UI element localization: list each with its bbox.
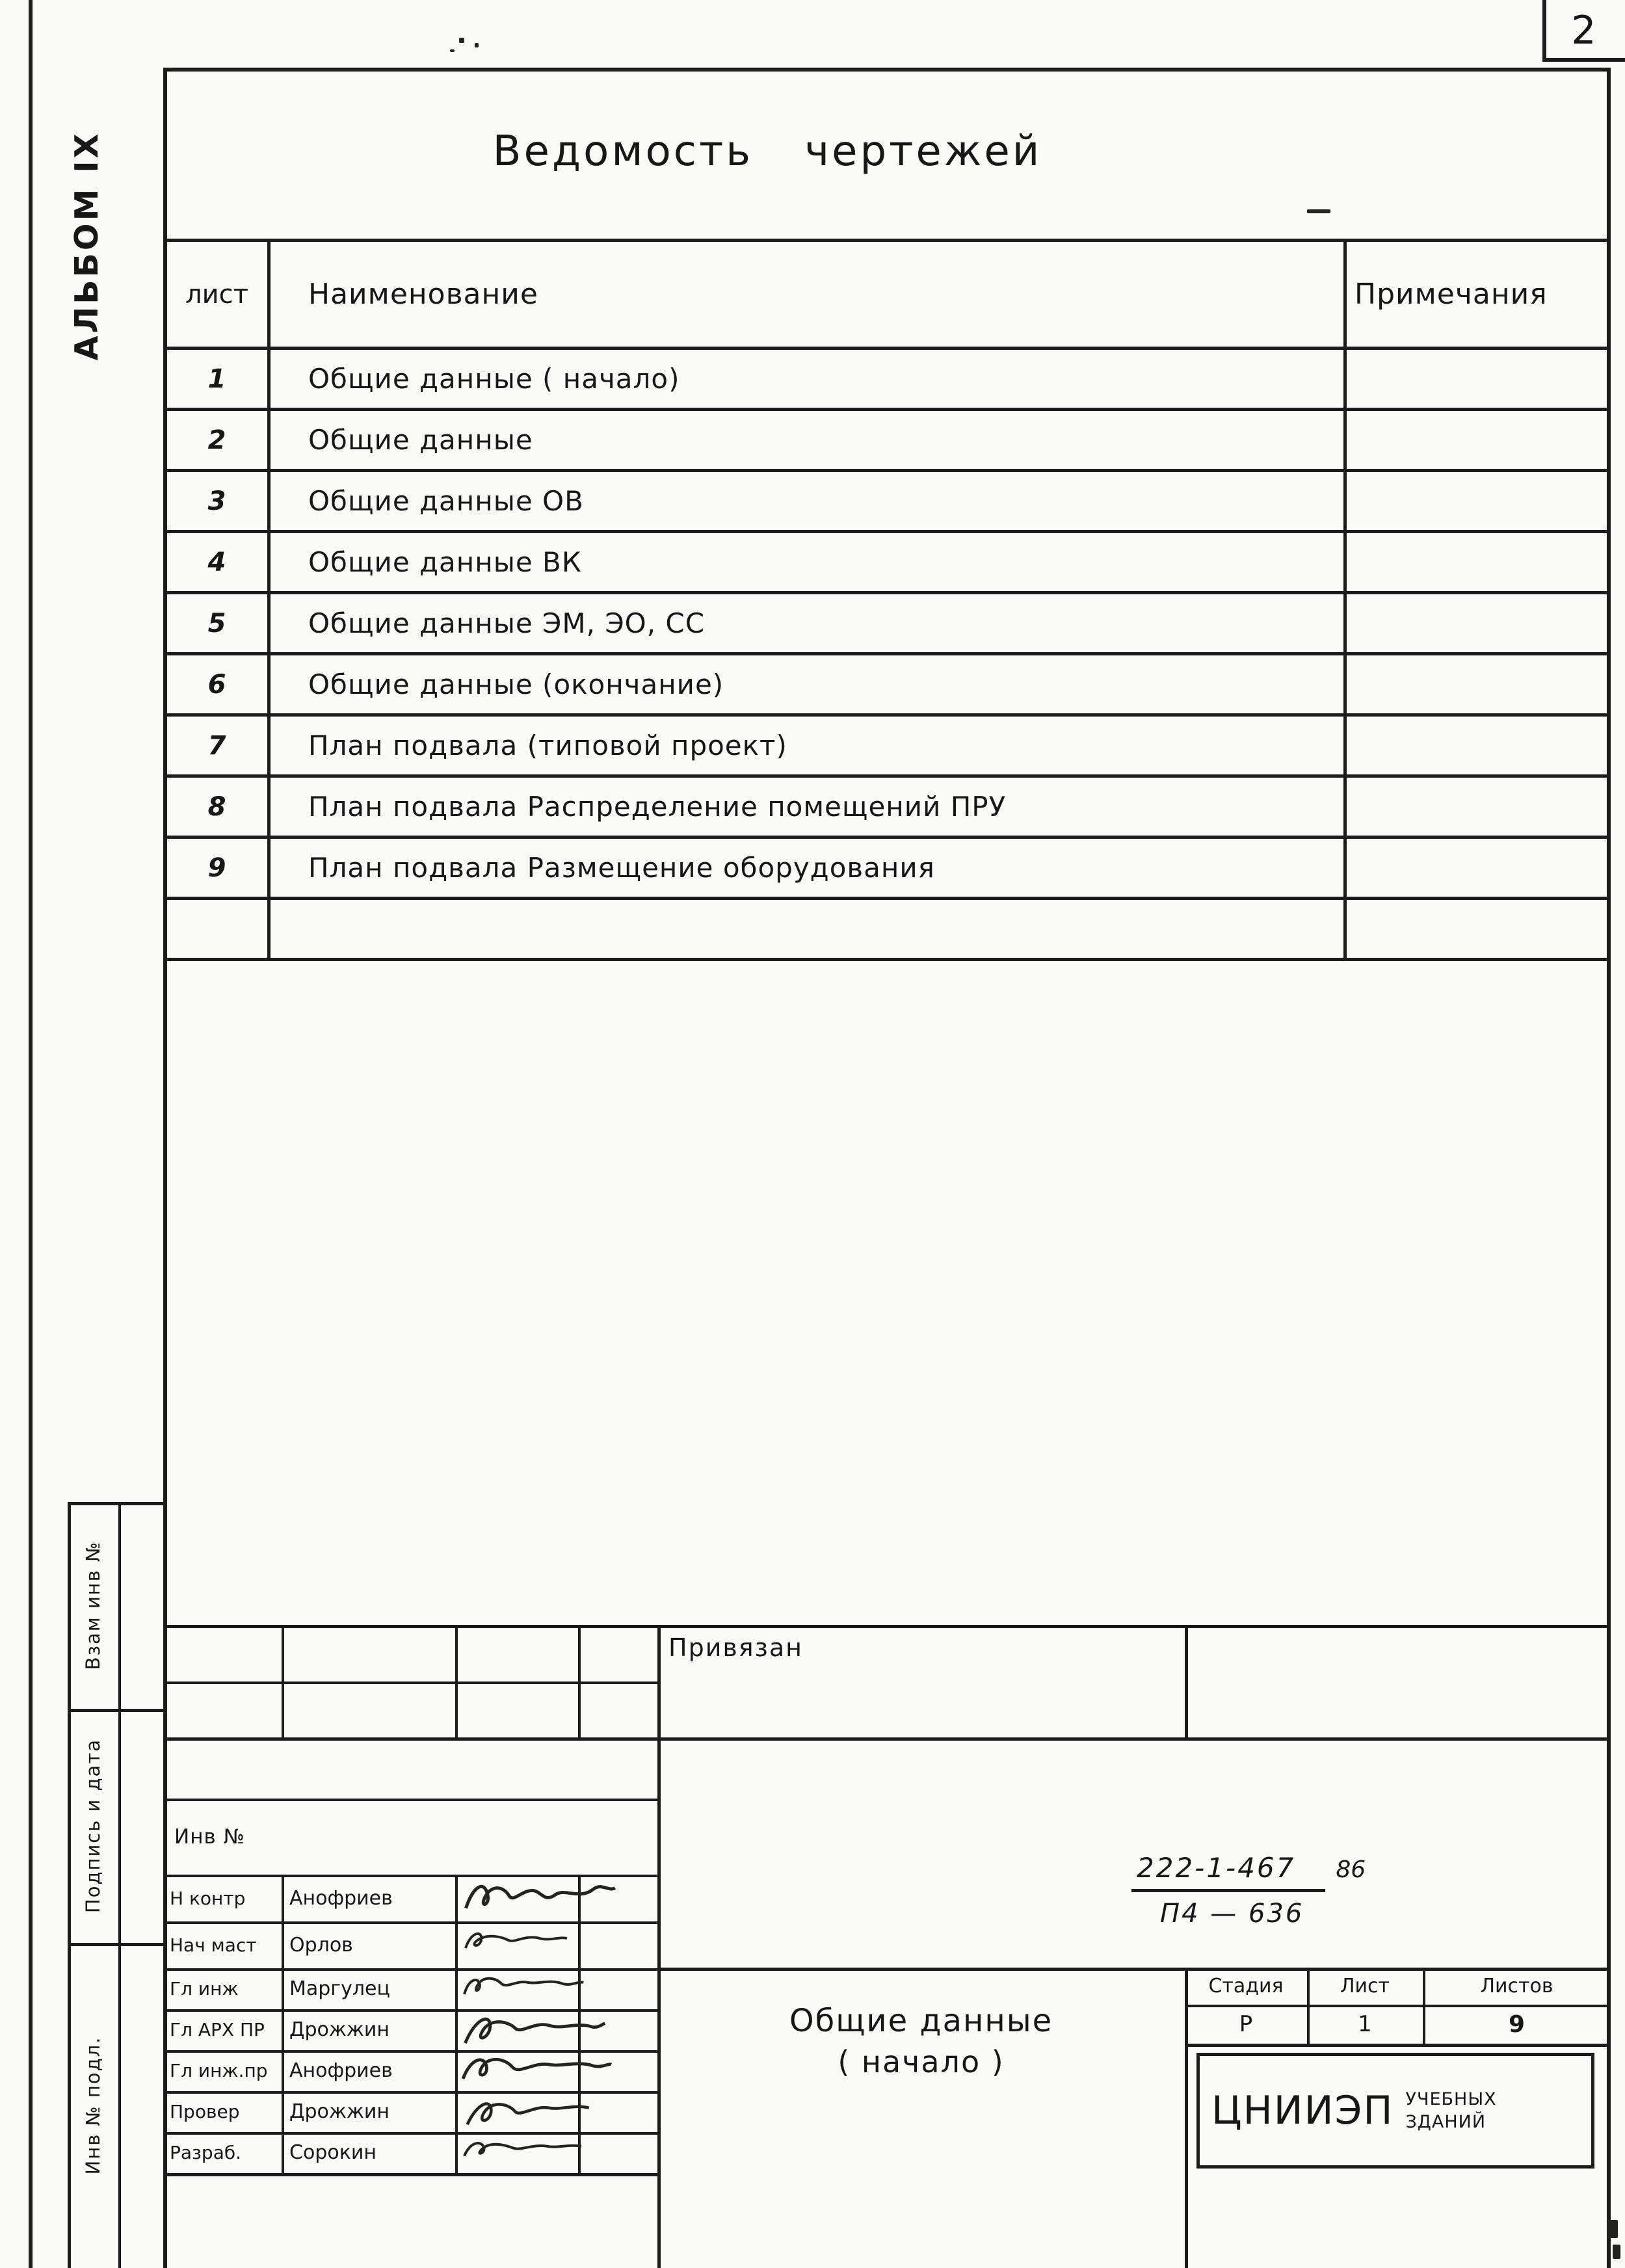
table-row (165, 776, 1609, 837)
album-label-text: АЛЬБОМ IX (68, 131, 105, 361)
signature-name: Орлов (289, 1933, 353, 1957)
privyazan-label: Привязан (668, 1633, 803, 1662)
sheets-value: 9 (1508, 2011, 1526, 2038)
doc-number-numerator: 222-1-467 (1131, 1852, 1325, 1892)
signature-scribble-icon (458, 2009, 607, 2052)
stage-header-row (1185, 1968, 1611, 2005)
signature-scribble-icon (458, 2132, 588, 2171)
stamp-line (578, 1625, 581, 1737)
sheet-number-cell: 5 (165, 593, 269, 654)
sheet-number-cell: 2 (165, 410, 269, 471)
vzam-label-text: Взам инв № (82, 1540, 104, 1670)
signature-name: Дрожжин (289, 2018, 390, 2041)
table-row (165, 532, 1609, 593)
side-stamp-label-inv-podl (70, 1962, 116, 2248)
drawing-name-cell: Общие данные ОВ (269, 471, 1345, 532)
signature-role: Нач маст (170, 1934, 257, 1956)
signature-name: Сорокин (289, 2141, 377, 2164)
scan-edge-line (29, 0, 33, 2268)
stamp-sheet-title-line1: Общие данные (789, 2003, 1053, 2039)
sheet-number-cell: 8 (165, 776, 269, 837)
frame-top-line (163, 68, 1611, 72)
sheet-number-cell: 4 (165, 532, 269, 593)
sheet-list-title: Ведомость чертежей (492, 127, 1042, 176)
drawing-name-cell: План подвала Размещение оборудования (269, 837, 1345, 899)
notes-cell (1345, 410, 1609, 471)
drawing-name-cell: План подвала (типовой проект) (269, 715, 1345, 776)
drawing-name-cell: Общие данные (269, 410, 1345, 471)
page-number: 2 (1571, 8, 1596, 53)
signature-row (163, 2009, 657, 2050)
signature-row (163, 1921, 657, 1968)
sheet-number-cell: 9 (165, 837, 269, 899)
notes-cell (1345, 715, 1609, 776)
signature-role: Н контр (170, 1887, 246, 1909)
org-box (1196, 2053, 1594, 2169)
sheet-number-cell: 1 (165, 349, 269, 410)
inv-podl-label-text: Инв № подл. (82, 2036, 104, 2175)
signature-role: Гл инж.пр (170, 2060, 268, 2081)
stage-value: Р (1239, 2011, 1253, 2037)
stamp-line (163, 1625, 1611, 1628)
table-row (165, 837, 1609, 899)
sheet-number-cell: 3 (165, 471, 269, 532)
drawing-name-cell: Общие данные (окончание) (269, 654, 1345, 715)
signature-row (163, 2132, 657, 2173)
sheet-number-cell: 6 (165, 654, 269, 715)
col-header-notes: Примечания (1345, 241, 1609, 349)
scan-artifact (475, 43, 479, 47)
stamp-sheet-title (657, 2003, 1185, 2079)
col-header-name: Наименование (269, 241, 1345, 349)
signature-role: Провер (170, 2101, 240, 2122)
signature-scribble-icon (458, 2091, 601, 2134)
signature-row (163, 1875, 657, 1921)
notes-cell (1345, 899, 1609, 960)
signature-scribble-icon (458, 1968, 588, 2007)
scan-artifact (459, 38, 464, 43)
signature-role: Разраб. (170, 2142, 242, 2163)
side-stamp-label-podpis (70, 1683, 116, 1969)
stamp-sheet-title-line2: ( начало ) (838, 2044, 1005, 2079)
stamp-line (163, 2173, 657, 2176)
stage-values-row (1185, 2005, 1611, 2044)
sheet-col-header: Лист (1340, 1975, 1390, 1998)
notes-cell (1345, 776, 1609, 837)
side-stamp-divider-line (118, 1502, 121, 2268)
doc-number-fraction (1131, 1852, 1431, 1929)
drawing-name-cell: План подвала Распределение помещений ПРУ (269, 776, 1345, 837)
stamp-line (1185, 2044, 1611, 2047)
doc-number-suffix: 86 (1336, 1856, 1366, 1883)
col-header-sheet: лист (165, 241, 269, 349)
drawing-list-table (163, 239, 1611, 961)
stage-col-header: Стадия (1208, 1975, 1284, 1998)
table-row (165, 593, 1609, 654)
table-row (165, 349, 1609, 410)
notes-cell (1345, 471, 1609, 532)
drawing-name-cell: Общие данные ВК (269, 532, 1345, 593)
signature-row (163, 1968, 657, 2009)
scan-artifact (1607, 2220, 1618, 2238)
signature-role: Гл АРХ ПР (170, 2019, 265, 2040)
org-name: ЦНИИЭП (1211, 2088, 1394, 2133)
notes-cell (1345, 532, 1609, 593)
signature-role: Гл инж (170, 1978, 239, 1999)
signature-row (163, 2091, 657, 2132)
page-number-corner-hline (1542, 58, 1625, 62)
org-subline-2: ЗДАНИЙ (1405, 2112, 1486, 2132)
table-row (165, 471, 1609, 532)
table-row-empty (165, 899, 1609, 960)
scan-artifact (450, 49, 455, 52)
inv-number-label (174, 1799, 382, 1875)
drawing-name-cell (269, 899, 1345, 960)
doc-number-denominator: П4 — 636 (1160, 1899, 1304, 1929)
drawing-name-cell: Общие данные ЭМ, ЭО, СС (269, 593, 1345, 654)
drawing-name-cell: Общие данные ( начало) (269, 349, 1345, 410)
stamp-line (1185, 1625, 1188, 1737)
table-header-row (165, 241, 1609, 349)
stamp-line (657, 1625, 661, 2268)
podpis-label-text: Подпись и дата (82, 1738, 104, 1914)
signature-name: Маргулец (289, 1977, 390, 2000)
signature-scribble-icon (458, 1875, 620, 1920)
sheets-col-header: Листов (1480, 1975, 1553, 1998)
notes-cell (1345, 654, 1609, 715)
signature-row (163, 2050, 657, 2091)
scan-artifact (1307, 209, 1330, 213)
notes-cell (1345, 349, 1609, 410)
org-subline-1: УЧЕБНЫХ (1405, 2089, 1497, 2109)
signature-scribble-icon (458, 1921, 575, 1963)
signature-name: Анофриев (289, 2059, 393, 2082)
notes-cell (1345, 593, 1609, 654)
table-row (165, 410, 1609, 471)
signature-name: Дрожжин (289, 2100, 390, 2123)
inv-number-label-text: Инв № (174, 1825, 245, 1849)
stamp-line (282, 1625, 284, 1737)
signature-name: Анофриев (289, 1886, 393, 1910)
album-label (64, 103, 109, 389)
notes-cell (1345, 837, 1609, 899)
signature-scribble-icon (458, 2050, 614, 2092)
table-row (165, 654, 1609, 715)
stamp-line (455, 1625, 458, 1737)
stamp-line (163, 1681, 657, 1684)
sheet-number-cell (165, 899, 269, 960)
table-row (165, 715, 1609, 776)
sheet-number-cell: 7 (165, 715, 269, 776)
sheet-value: 1 (1358, 2011, 1372, 2037)
stamp-line (163, 1737, 1611, 1741)
scan-artifact (1613, 2245, 1620, 2259)
